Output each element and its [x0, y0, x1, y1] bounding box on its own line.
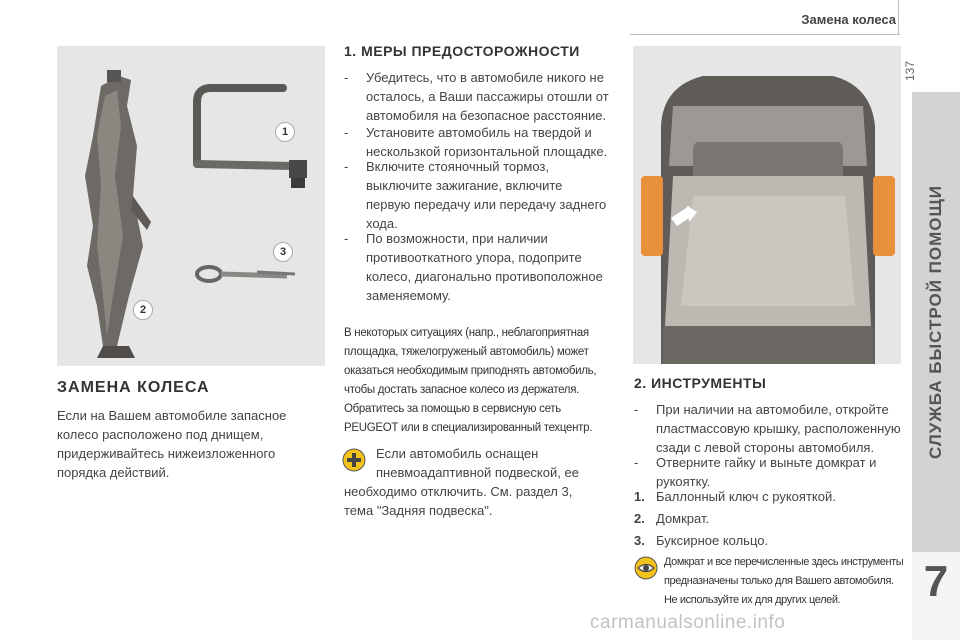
callout-3: 3 — [273, 242, 293, 262]
tools-item: - При наличии на автомобиле, откройте пластмассовую крышку, расположенную сзади с левой стороны автомобиля. — [634, 402, 901, 455]
precaution-item: - Установите автомобиль на твердой и нескользкой горизонтальной площадке. — [344, 125, 608, 159]
precaution-item: - Убедитесь, что в автомобиле никого не осталось, а Ваши пассажиры отошли от автомобиля на безопасное расстояние. — [344, 70, 609, 123]
header-rule — [630, 34, 900, 35]
running-header-title: Замена колеса — [801, 12, 896, 27]
intro-line: колесо расположено под днищем, — [57, 427, 264, 442]
precaution-item: - Включите стояночный тормоз, выключите зажигание, включите первую передачу или передачу заднего хода. — [344, 159, 607, 231]
footer-watermark: carmanualsonline.info — [590, 612, 786, 633]
tool-list-item: 1. Баллонный ключ с рукояткой. — [634, 489, 836, 504]
callout-1: 1 — [275, 122, 295, 142]
page-number-text: 137 — [903, 60, 918, 82]
intro-line: придерживайтесь нижеизложенного — [57, 446, 276, 461]
precautions-title: 1. МЕРЫ ПРЕДОСТОРОЖНОСТИ — [344, 43, 580, 59]
vehicle-drawing — [633, 46, 901, 364]
suspension-note: Если автомобиль оснащен пневмоадаптивной подвеской, ее необходимо отключить. См. раздел 3, тема "Задняя подвеска". — [344, 446, 579, 518]
page-number — [903, 58, 926, 88]
tools-item: - Отверните гайку и выньте домкрат и рукоятку. — [634, 455, 877, 489]
towing-eye-graphic — [197, 267, 295, 281]
sidebar-label-wrap — [912, 92, 960, 552]
callout-2: 2 — [133, 300, 153, 320]
tool-list-item: 2. Домкрат. — [634, 511, 710, 526]
intro-line: Если на Вашем автомобиле запасное — [57, 408, 287, 423]
tools-warning-note: Домкрат и все перечисленные здесь инструменты предназначены только для Вашего автомобиля. Не используйте их для других целей. — [664, 556, 904, 606]
vehicle-rear-illustration — [633, 46, 901, 364]
tool-list-item: 3. Буксирное кольцо. — [634, 533, 769, 548]
tools-drawing — [57, 46, 325, 366]
intro-line: порядка действий. — [57, 465, 170, 480]
intro-paragraph — [57, 406, 327, 482]
lifting-note: В некоторых ситуациях (напр., неблагоприятная площадка, тяжелогруженый автомобиль) может оказаться необходимым приподнять автомобиль, чтобы достать запасное колесо из держателя. Обратитесь за помощью в сервисную сеть PEUGEOT или в специализированный техцентр. — [344, 327, 597, 434]
sidebar-chapter-label: СЛУЖБА БЫСТРОЙ ПОМОЩИ — [926, 184, 945, 460]
chapter-number: 7 — [923, 557, 949, 606]
eye-warning-icon — [634, 556, 658, 580]
precaution-item: - По возможности, при наличии противооткатного упора, подоприте колесо, диагонально противоположное заменяемому. — [344, 231, 603, 303]
header-divider — [898, 0, 899, 34]
tools-title: 2. ИНСТРУМЕНТЫ — [634, 375, 767, 391]
section-main-title: ЗАМЕНА КОЛЕСА — [57, 379, 210, 396]
tools-illustration — [57, 46, 325, 366]
